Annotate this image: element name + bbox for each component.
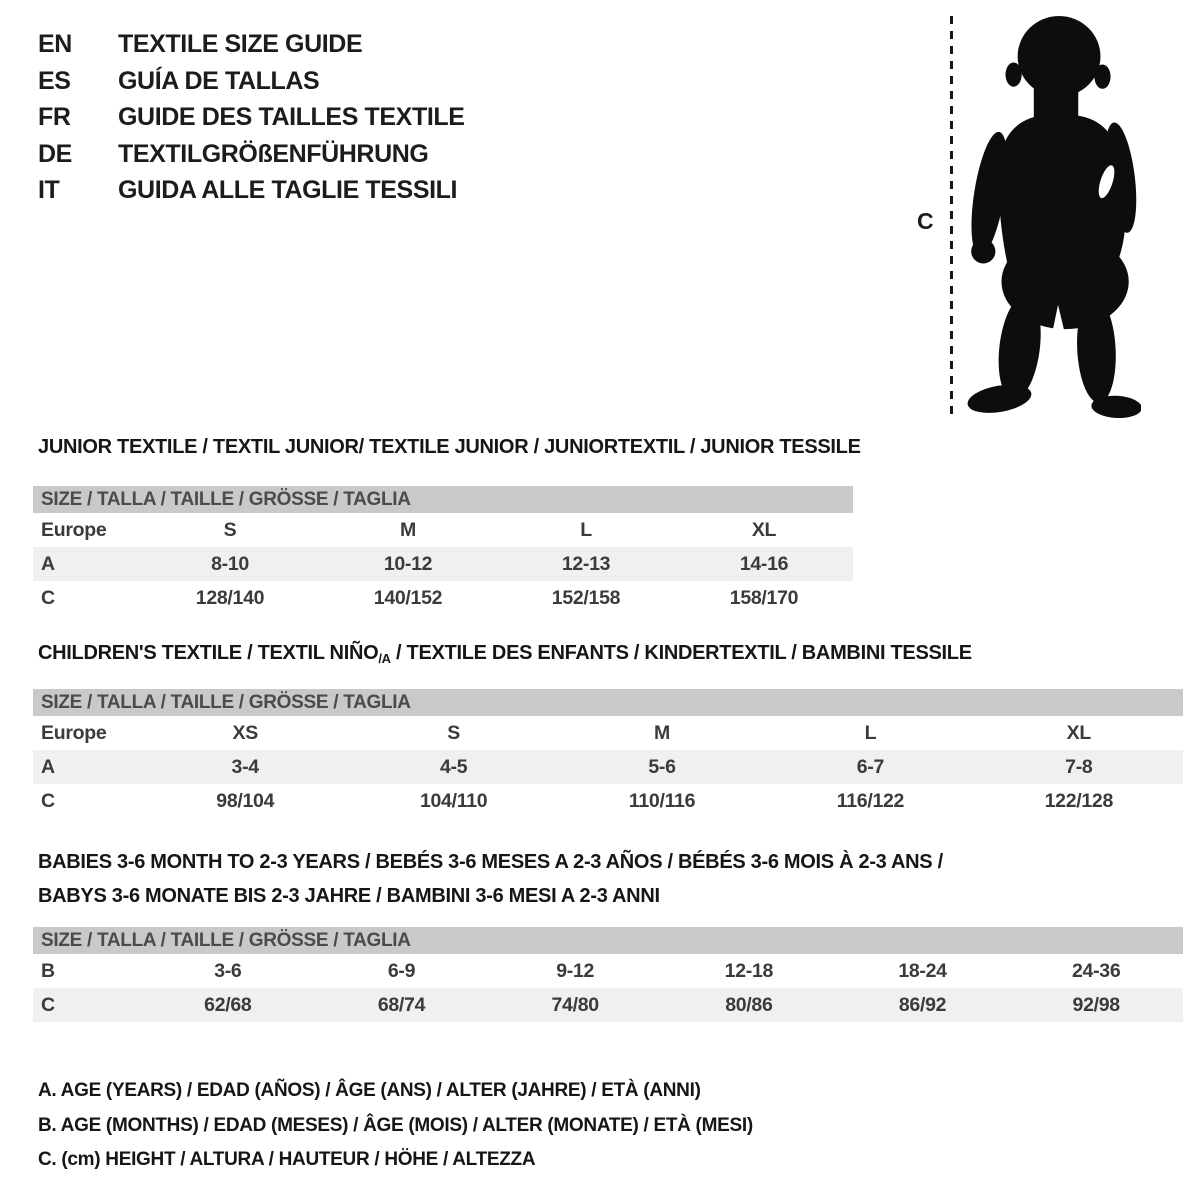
table-header-size: SIZE / TALLA / TAILLE / GRÖSSE / TAGLIA	[33, 927, 1183, 954]
table-row	[33, 581, 853, 615]
table-row	[33, 513, 853, 547]
language-row	[38, 26, 465, 63]
size-value: M	[654, 722, 670, 744]
section-title-children	[38, 642, 972, 666]
row-label: A	[41, 553, 55, 575]
language-title: TEXTILGRÖßENFÜHRUNG	[118, 139, 429, 168]
row-label: C	[41, 994, 55, 1016]
height-measure-line	[950, 16, 953, 416]
baby-silhouette	[967, 14, 1141, 418]
size-value: 7-8	[1065, 756, 1093, 778]
row-label: Europe	[41, 519, 107, 541]
size-value: L	[864, 722, 877, 744]
size-value: 12-18	[724, 960, 774, 982]
language-title: GUIDA ALLE TAGLIE TESSILI	[118, 176, 458, 204]
table-row	[33, 988, 1183, 1022]
row-label: B	[41, 960, 55, 982]
title-babies-line1: BABIES 3-6 MONTH TO 2-3 YEARS / BEBÉS 3-6 MESES A 2-3 AÑOS / BÉBÉS 3-6 MOIS À 2-3 ANS /	[38, 851, 943, 873]
row-label: C	[41, 587, 55, 609]
title-children-suffix: /A	[378, 651, 391, 666]
size-value: 12-13	[561, 553, 611, 575]
size-value: 10-12	[383, 553, 433, 575]
size-value: XL	[1066, 722, 1091, 744]
legend-line: A. AGE (YEARS) / EDAD (AÑOS) / ÂGE (ANS) / ALTER (JAHRE) / ETÀ (ANNI)	[38, 1080, 701, 1101]
size-value: 24-36	[1072, 960, 1121, 982]
language-code: FR	[38, 103, 71, 131]
title-babies-line2: BABYS 3-6 MONATE BIS 2-3 JAHRE / BAMBINI 3-6 MESI A 2-3 ANNI	[38, 885, 660, 907]
size-value: 158/170	[729, 587, 799, 609]
language-row	[38, 63, 465, 100]
language-row	[38, 172, 465, 209]
language-code: DE	[38, 139, 72, 168]
size-value: 9-12	[556, 960, 595, 982]
size-value: 86/92	[898, 994, 947, 1016]
junior-size-table	[33, 486, 853, 615]
table-row	[33, 547, 853, 581]
table-row	[33, 750, 1183, 784]
language-title: GUIDE DES TAILLES TEXTILE	[118, 103, 465, 131]
size-value: 92/98	[1072, 994, 1120, 1016]
size-value: 122/128	[1044, 790, 1114, 812]
size-value: 18-24	[898, 960, 947, 982]
table-row	[33, 716, 1183, 750]
height-measure-label: C	[917, 208, 934, 234]
table-row	[33, 954, 1183, 988]
figure-area	[905, 14, 1165, 426]
size-value: 8-10	[211, 553, 249, 575]
size-value: 98/104	[216, 790, 275, 812]
language-code: ES	[38, 66, 71, 95]
size-value: XS	[232, 722, 258, 744]
row-label: Europe	[41, 722, 107, 744]
legend-line: C. (cm) HEIGHT / ALTURA / HAUTEUR / HÖHE / ALTEZZA	[38, 1149, 536, 1170]
size-value: 104/110	[419, 790, 488, 812]
size-value: L	[580, 519, 592, 541]
language-list	[38, 26, 465, 209]
section-title-babies	[38, 845, 998, 913]
size-value: 140/152	[373, 587, 443, 609]
size-value: 152/158	[551, 587, 621, 609]
size-value: 62/68	[204, 994, 252, 1016]
row-label: C	[41, 790, 55, 812]
size-value: 74/80	[551, 994, 599, 1016]
title-children-main: CHILDREN'S TEXTILE / TEXTIL NIÑO	[38, 642, 379, 664]
language-title: TEXTILE SIZE GUIDE	[118, 30, 363, 58]
size-value: 116/122	[836, 790, 905, 812]
table-header-size: SIZE / TALLA / TAILLE / GRÖSSE / TAGLIA	[33, 486, 853, 513]
size-value: S	[447, 722, 460, 744]
size-value: 68/74	[377, 994, 426, 1016]
size-value: 6-9	[387, 960, 416, 982]
row-label: A	[41, 756, 55, 778]
size-value: 80/86	[725, 994, 773, 1016]
size-value: M	[400, 519, 416, 541]
size-value: 14-16	[739, 553, 789, 575]
size-value: 128/140	[195, 587, 265, 609]
babies-size-table	[33, 927, 1183, 1022]
legend-line: B. AGE (MONTHS) / EDAD (MESES) / ÂGE (MOIS) / ALTER (MONATE) / ETÀ (MESI)	[38, 1114, 753, 1136]
language-code: EN	[38, 30, 72, 58]
size-value: 4-5	[439, 756, 468, 778]
size-value: 6-7	[856, 756, 885, 778]
table-row	[33, 784, 1183, 818]
size-value: 3-6	[214, 960, 242, 982]
size-value: 3-4	[231, 756, 259, 778]
table-header-size: SIZE / TALLA / TAILLE / GRÖSSE / TAGLIA	[33, 689, 1183, 716]
language-title: GUÍA DE TALLAS	[118, 66, 320, 95]
children-size-table	[33, 689, 1183, 818]
language-row	[38, 136, 465, 173]
language-code: IT	[38, 176, 60, 204]
size-value: XL	[751, 519, 777, 541]
size-value: S	[223, 519, 237, 541]
size-value: 5-6	[648, 756, 676, 778]
language-row	[38, 99, 465, 136]
legend	[38, 1074, 753, 1178]
title-children-rest: / TEXTILE DES ENFANTS / KINDERTEXTIL / BAMBINI TESSILE	[390, 642, 972, 664]
size-value: 110/116	[628, 790, 696, 812]
section-title-junior: JUNIOR TEXTILE / TEXTIL JUNIOR/ TEXTILE JUNIOR / JUNIORTEXTIL / JUNIOR TESSILE	[38, 436, 861, 458]
